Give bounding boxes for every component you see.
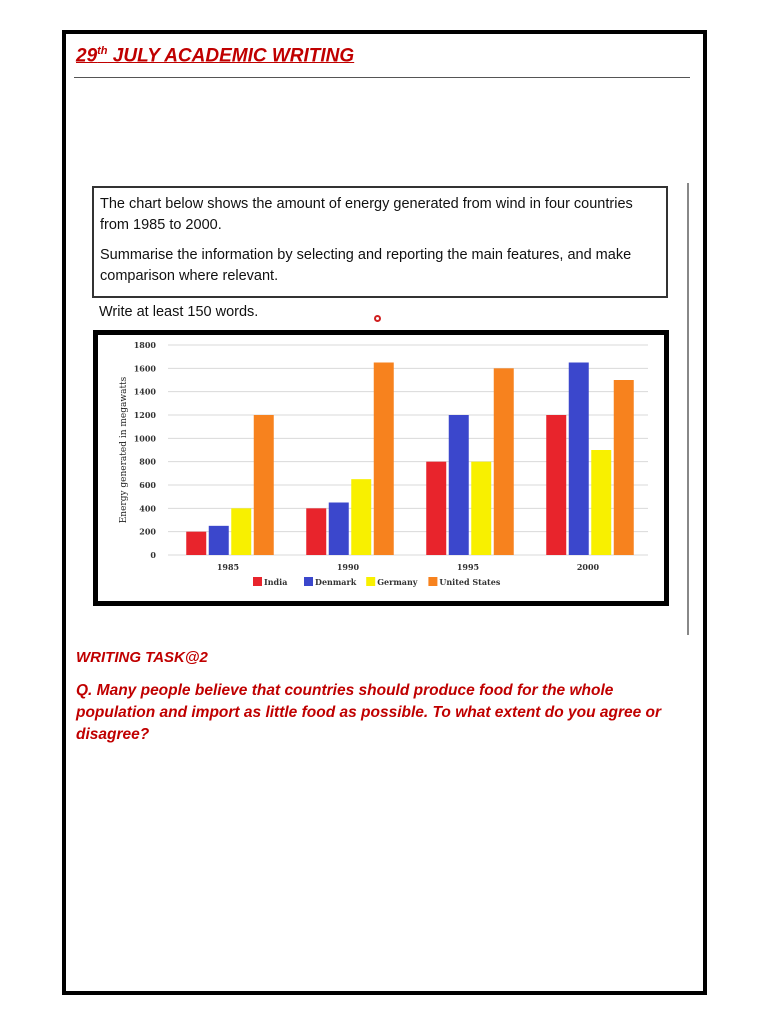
- bar-india-1990: [306, 508, 326, 555]
- task1-prompt: The chart below shows the amount of energy generated from wind in four countries from 1985 to 2000.: [100, 196, 633, 233]
- bar-denmark-2000: [569, 363, 589, 556]
- bar-denmark-1995: [449, 415, 469, 555]
- wind-energy-chart: [93, 330, 669, 606]
- bar-united-states-2000: [614, 380, 634, 555]
- x-tick-label: 2000: [576, 562, 600, 572]
- bar-germany-1990: [351, 479, 371, 555]
- y-tick-label: 1800: [133, 340, 156, 350]
- legend-label-india: India: [264, 577, 288, 587]
- word-count-note: Write at least 150 words.: [99, 304, 259, 320]
- legend-swatch-germany: [366, 577, 375, 586]
- chart-canvas: [98, 335, 664, 601]
- bar-denmark-1985: [209, 526, 229, 555]
- y-tick-label: 600: [139, 480, 156, 490]
- y-tick-label: 800: [139, 456, 156, 467]
- legend-label-united-states: United States: [439, 577, 501, 587]
- y-tick-label: 1000: [133, 433, 156, 444]
- x-tick-label: 1995: [456, 562, 480, 572]
- legend-label-denmark: Denmark: [315, 577, 357, 587]
- y-tick-label: 1600: [133, 363, 156, 374]
- title-divider: [74, 77, 690, 78]
- page-title: 29th JULY ACADEMIC WRITING: [76, 45, 355, 67]
- y-tick-label: 0: [150, 550, 156, 560]
- y-tick-label: 1400: [133, 386, 156, 397]
- side-divider: [687, 183, 689, 635]
- bar-germany-1985: [231, 508, 251, 555]
- legend-swatch-india: [253, 577, 262, 586]
- bar-germany-1995: [471, 462, 491, 555]
- task2-heading: WRITING TASK@2: [76, 649, 208, 666]
- bar-india-2000: [546, 415, 566, 555]
- bar-denmark-1990: [329, 503, 349, 556]
- x-tick-label: 1990: [336, 562, 360, 572]
- bar-united-states-1990: [374, 363, 394, 556]
- task1-instruction: Summarise the information by selecting and reporting the main features, and make comparison where relevant.: [100, 247, 632, 284]
- legend-swatch-denmark: [304, 577, 313, 586]
- y-tick-label: 400: [139, 503, 156, 514]
- bar-india-1985: [186, 532, 206, 555]
- task2-question: Q. Many people believe that countries should produce food for the whole population and import as little food as possible. To what extent do you agree or disagree?: [76, 682, 662, 743]
- bar-germany-2000: [591, 450, 611, 555]
- legend-label-germany: Germany: [377, 577, 418, 587]
- x-tick-label: 1985: [216, 562, 240, 572]
- y-axis-label: Energy generated in megawatts: [119, 376, 129, 524]
- task1-prompt-box: [92, 186, 668, 298]
- legend-swatch-united-states: [428, 577, 437, 586]
- y-tick-label: 1200: [133, 410, 156, 420]
- bar-united-states-1995: [494, 368, 514, 555]
- bar-india-1995: [426, 462, 446, 555]
- cursor-marker-icon: [374, 315, 381, 322]
- bar-united-states-1985: [254, 415, 274, 555]
- y-tick-label: 200: [139, 526, 156, 537]
